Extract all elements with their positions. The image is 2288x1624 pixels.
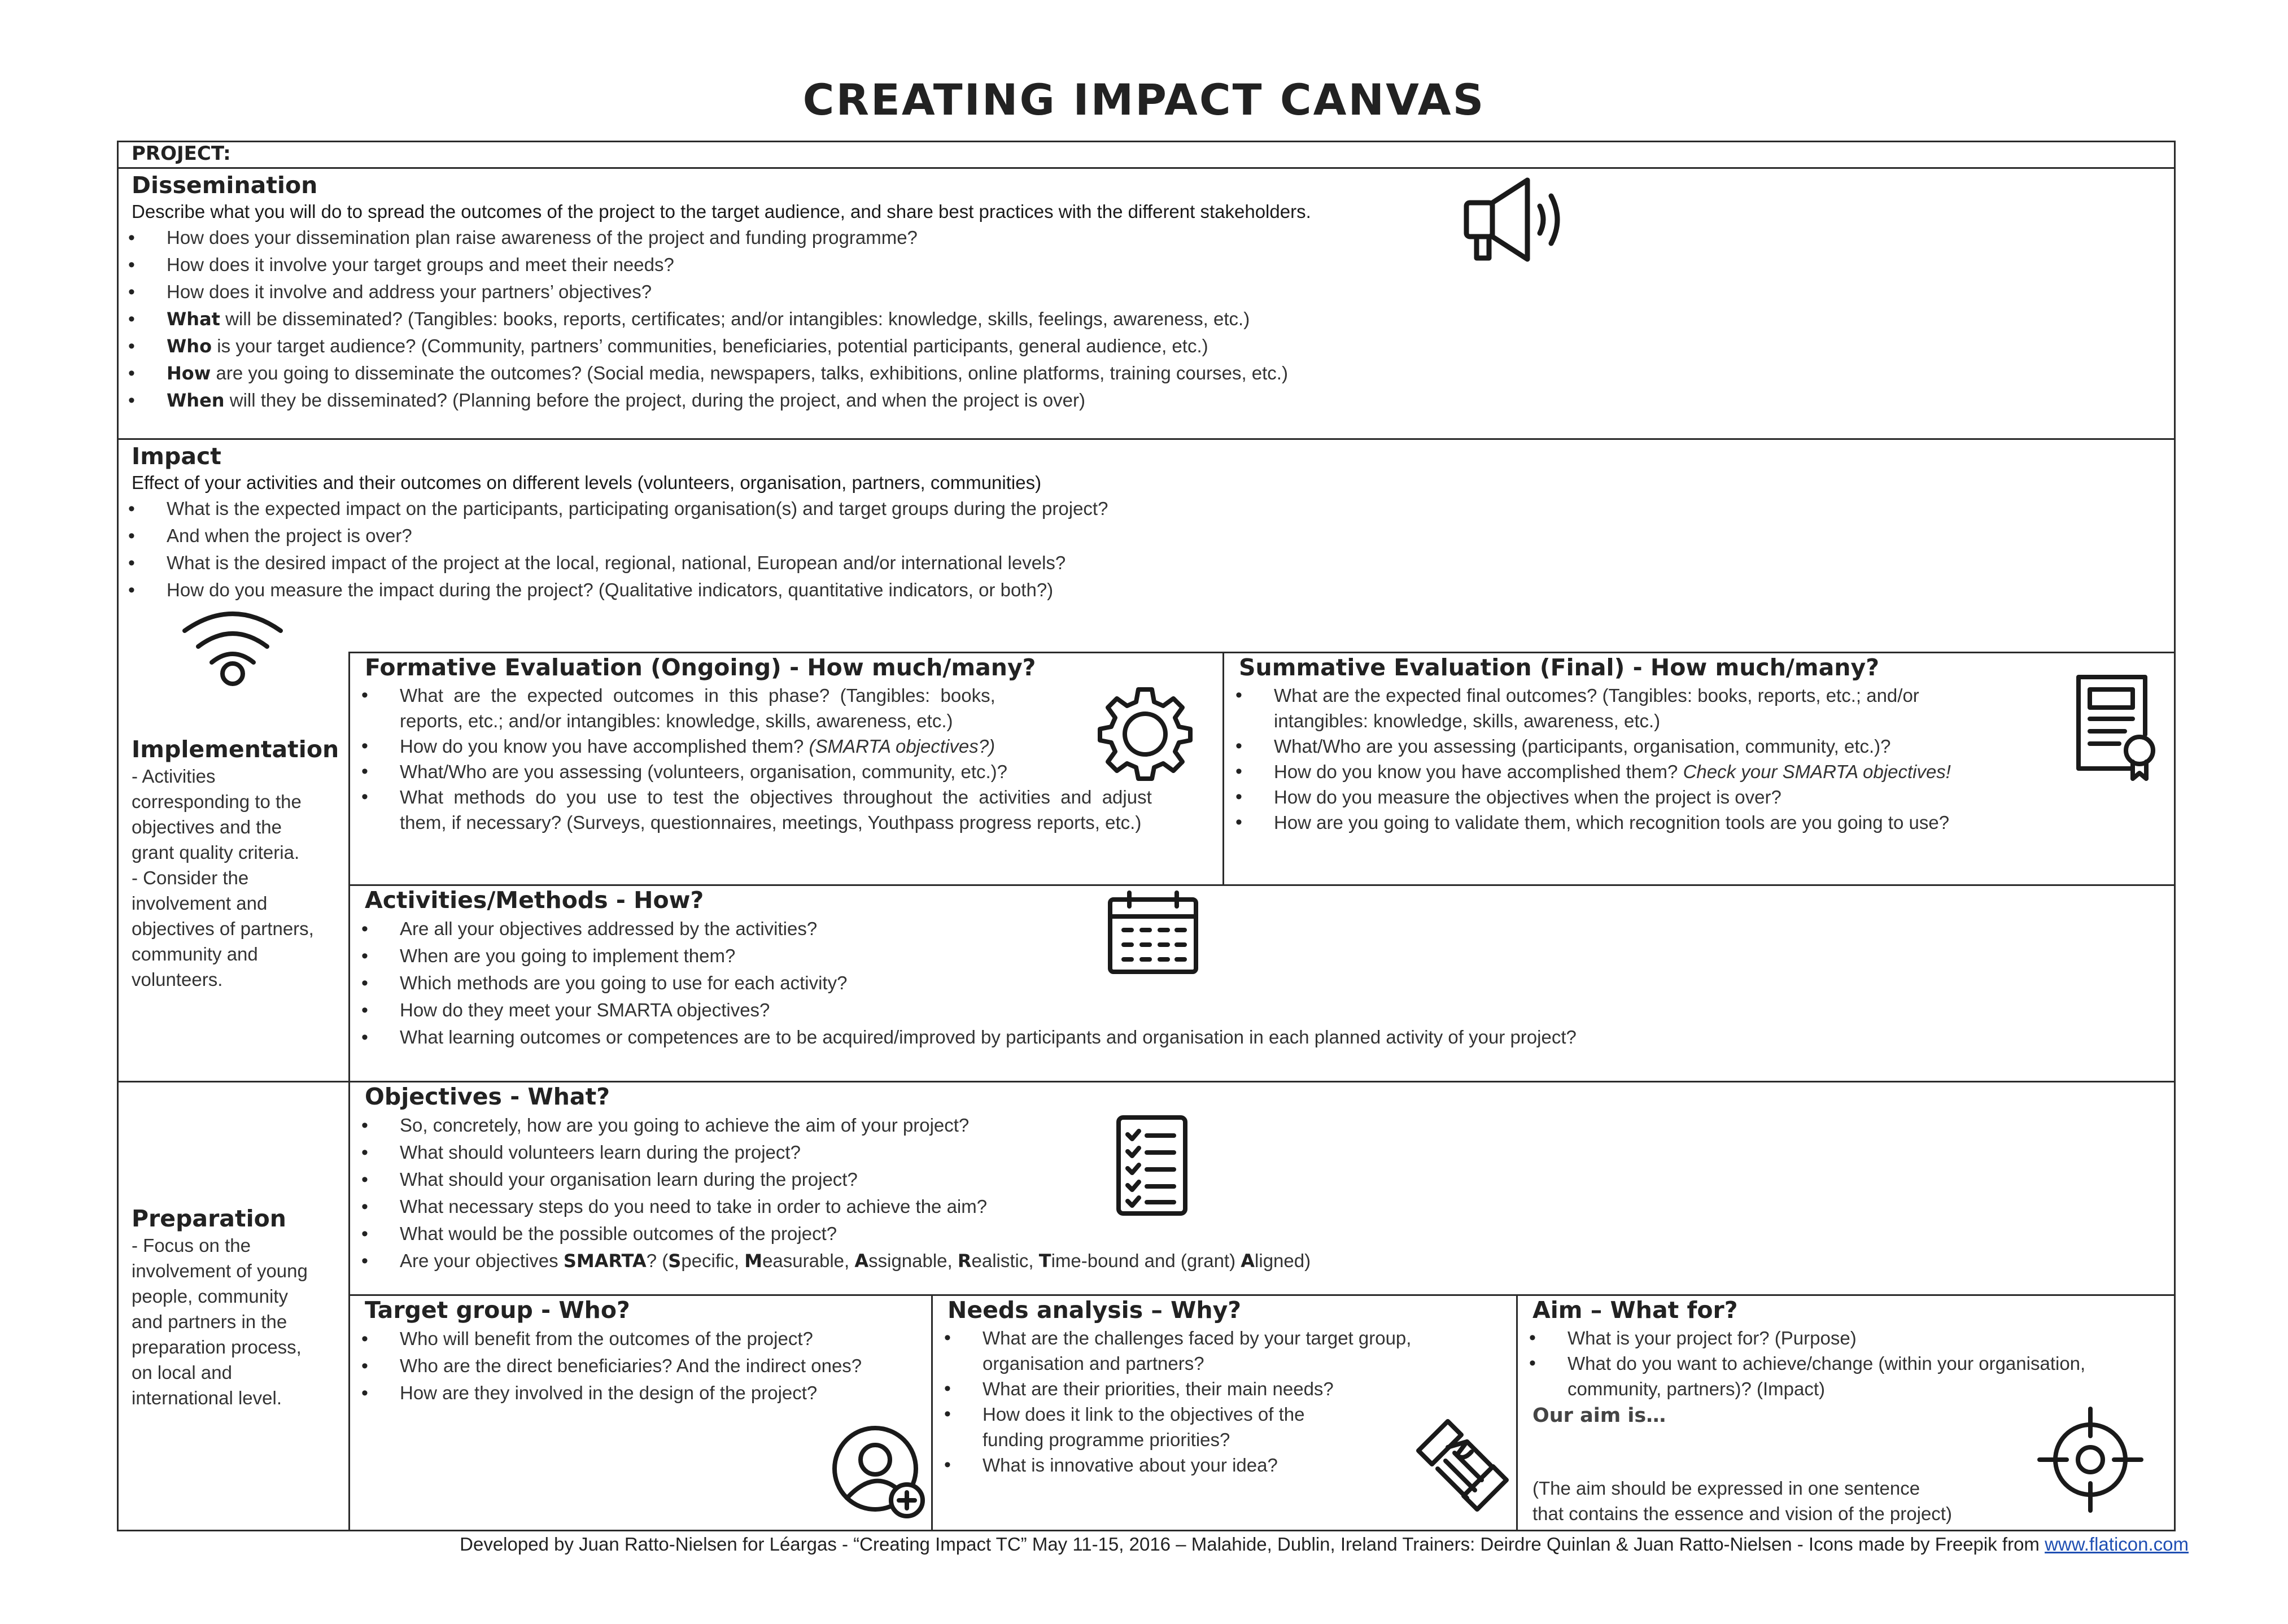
list-item <box>117 305 1311 333</box>
emphasis-word: Who <box>167 335 212 357</box>
description-line: that contains the essence and vision of the project) <box>1532 1503 1952 1524</box>
description-line: corresponding to the <box>132 791 302 812</box>
description-line: community and <box>132 944 258 964</box>
description-line: (The aim should be expressed in one sentence <box>1532 1478 1920 1499</box>
list-item: • Who are the direct beneficiaries? And the indirect ones? <box>350 1352 862 1379</box>
aim-note <box>1532 1475 1952 1526</box>
needs-list <box>933 1325 1411 1478</box>
description-line: and partners in the <box>132 1311 287 1332</box>
objective-item: • What should volunteers learn during the project? <box>350 1139 1311 1166</box>
objective-item: • What necessary steps do you need to take in order to achieve the aim? <box>350 1193 1311 1220</box>
list-item <box>1518 1325 2085 1351</box>
italic-note: (SMARTA objectives?) <box>809 736 995 757</box>
impact-list <box>117 495 1108 604</box>
target-group-section <box>348 1294 932 1531</box>
item-line: What are their priorities, their main needs? <box>983 1378 1334 1399</box>
footer-credits <box>460 1534 2189 1555</box>
megaphone-icon <box>1461 173 1568 264</box>
list-item: • How does your dissemination plan raise awareness of the project and funding programme? <box>117 224 1311 251</box>
preparation-sidebar <box>117 1081 350 1531</box>
summative-heading: Summative Evaluation (Final) - How much/many? <box>1239 654 1879 681</box>
list-item <box>117 360 1311 387</box>
description-line: objectives and the <box>132 817 282 837</box>
item-line: organisation and partners? <box>983 1353 1204 1374</box>
description-line: international level. <box>132 1387 282 1408</box>
list-item <box>933 1452 1411 1478</box>
item-line: What are the expected final outcomes? (Tangibles: books, reports, etc.; and/or <box>1274 685 1919 706</box>
item-line: What/Who are you assessing (volunteers, organisation, community, etc.)? <box>400 761 1008 782</box>
italic-note: Check your SMARTA objectives! <box>1683 761 1951 782</box>
needs-heading: Needs analysis – Why? <box>947 1296 1242 1324</box>
description-line: grant quality criteria. <box>132 842 300 863</box>
description-line: involvement and <box>132 893 268 914</box>
description-line: - Focus on the <box>132 1235 251 1256</box>
list-item: • When are you going to implement them? <box>350 942 1577 970</box>
footer-text: Developed by Juan Ratto-Nielsen for Léargas - “Creating Impact TC” May 11-15, 2016 – Malahide, Dublin, Ireland Trainers: Deirdre Quinlan & Juan Ratto-Nielsen - Icons made by Freepik from <box>460 1534 2045 1555</box>
list-item <box>1224 759 1951 784</box>
summative-evaluation-section <box>1222 652 2176 885</box>
implementation-heading: Implementation <box>132 736 339 763</box>
description-line: preparation process, <box>132 1337 302 1357</box>
description-line: - Consider the <box>132 867 249 888</box>
emphasis-word: What <box>167 308 220 330</box>
dissemination-section <box>117 167 2176 438</box>
smarta-after: ? ( <box>646 1250 669 1271</box>
calendar-icon <box>1107 890 1199 975</box>
list-item: • Who will benefit from the outcomes of the project? <box>350 1325 862 1352</box>
needs-analysis-section <box>931 1294 1517 1531</box>
dissemination-list <box>117 224 1311 414</box>
item-line: What is innovative about your idea? <box>983 1455 1278 1475</box>
objective-item: • What should your organisation learn during the project? <box>350 1166 1311 1193</box>
description-line: on local and <box>132 1362 232 1383</box>
list-item <box>350 734 1152 759</box>
activities-list <box>350 915 1577 1051</box>
item-line: What are the expected outcomes in this phase? (Tangibles: books, <box>400 685 995 706</box>
list-item: • And when the project is over? <box>117 522 1108 549</box>
list-item <box>1224 784 1951 810</box>
list-item: • Are all your objectives addressed by the activities? <box>350 915 1577 942</box>
description-line: volunteers. <box>132 969 223 990</box>
summative-list <box>1224 683 1951 835</box>
description-line: involvement of young <box>132 1260 308 1281</box>
target-group-list <box>350 1325 862 1407</box>
handshake-icon <box>1413 1416 1512 1515</box>
list-item <box>1224 810 1951 835</box>
smarta-rest: ealistic, <box>971 1250 1039 1271</box>
list-item <box>350 784 1152 835</box>
emphasis-word: How <box>167 363 211 384</box>
list-item <box>933 1325 1411 1376</box>
description-line: people, community <box>132 1286 288 1307</box>
list-item <box>350 759 1152 784</box>
target-icon <box>2037 1407 2143 1513</box>
smarta-rest: ime-bound and (grant) <box>1051 1250 1241 1271</box>
list-item: • What is the desired impact of the project at the local, regional, national, European and/or international levels? <box>117 549 1108 577</box>
flaticon-link[interactable]: www.flaticon.com <box>2045 1534 2189 1555</box>
item-line: What is your project for? (Purpose) <box>1567 1328 1857 1348</box>
smarta-rest: pecific, <box>681 1250 745 1271</box>
list-item <box>117 387 1311 414</box>
impact-heading: Impact <box>132 443 221 470</box>
activities-heading: Activities/Methods - How? <box>365 887 704 914</box>
list-item <box>1224 734 1951 759</box>
smarta-rest: ssignable, <box>868 1250 958 1271</box>
item-text: are you going to disseminate the outcomes? (Social media, newspapers, talks, exhibitions, online platforms, training courses, etc.) <box>211 363 1288 383</box>
item-text: is your target audience? (Community, partners’ communities, beneficiaries, potential participants, general audience, etc.) <box>212 335 1208 356</box>
objectives-section <box>348 1081 2176 1295</box>
list-item: • How do they meet your SMARTA objectives? <box>350 997 1577 1024</box>
gear-icon <box>1097 685 1194 782</box>
impact-description: Effect of your activities and their outcomes on different levels (volunteers, organisation, partners, communities) <box>132 472 1042 493</box>
smarta-rest: easurable, <box>762 1250 855 1271</box>
impact-section <box>117 438 2176 652</box>
activities-section <box>348 884 2176 1082</box>
project-label: PROJECT: <box>132 142 231 165</box>
list-item <box>1224 683 1951 734</box>
description-line: objectives of partners, <box>132 918 314 939</box>
item-line: funding programme priorities? <box>983 1429 1230 1450</box>
list-item: • What learning outcomes or competences are to be acquired/improved by participants and organisation in each planned activity of your project? <box>350 1024 1577 1051</box>
implementation-sidebar <box>117 652 350 1082</box>
implementation-description <box>132 763 339 992</box>
formative-heading: Formative Evaluation (Ongoing) - How much/many? <box>365 654 1036 681</box>
list-item: • How does it involve your target groups and meet their needs? <box>117 251 1311 278</box>
emphasis-word: When <box>167 390 225 411</box>
list-item <box>933 1402 1411 1452</box>
smarta-rest: ligned) <box>1255 1250 1311 1271</box>
target-group-heading: Target group - Who? <box>365 1296 630 1324</box>
aim-section <box>1516 1294 2176 1531</box>
preparation-description <box>132 1233 308 1411</box>
item-line: reports, etc.; and/or intangibles: knowledge, skills, awareness, etc.) <box>400 710 953 731</box>
add-user-icon <box>830 1424 927 1521</box>
certificate-icon <box>2074 673 2159 782</box>
smarta-letter: M <box>744 1250 763 1272</box>
description-line: - Activities <box>132 766 216 787</box>
item-line: intangibles: knowledge, skills, awareness, etc.) <box>1274 710 1661 731</box>
smarta-letter: A <box>854 1250 869 1272</box>
list-item: • Which methods are you going to use for each activity? <box>350 970 1577 997</box>
list-item <box>933 1376 1411 1402</box>
objective-item: • So, concretely, how are you going to achieve the aim of your project? <box>350 1112 1311 1139</box>
item-text: will be disseminated? (Tangibles: books, reports, certificates; and/or intangibles: knowledge, skills, feelings, awareness, etc.) <box>220 308 1250 329</box>
aim-list <box>1518 1325 2085 1402</box>
checklist-icon <box>1115 1114 1189 1217</box>
item-line: What are the challenges faced by your target group, <box>983 1328 1412 1348</box>
dissemination-description: Describe what you will do to spread the outcomes of the project to the target audience, and share best practices with the different stakeholders. <box>132 201 1311 222</box>
item-line: them, if necessary? (Surveys, questionnaires, meetings, Youthpass progress reports, etc.) <box>400 812 1142 833</box>
item-line: How do you know you have accomplished them? <box>400 736 809 757</box>
smarta-letter: T <box>1038 1250 1051 1272</box>
aim-heading: Aim – What for? <box>1532 1296 1738 1324</box>
item-text: will they be disseminated? (Planning before the project, during the project, and when the project is over) <box>224 390 1085 411</box>
formative-list <box>350 683 1152 835</box>
item-line: How does it link to the objectives of the <box>983 1404 1305 1425</box>
list-item: • How do you measure the impact during the project? (Qualitative indicators, quantitative indicators, or both?) <box>117 577 1108 604</box>
list-item <box>1518 1351 2085 1402</box>
item-line: What methods do you use to test the objectives throughout the activities and adjust <box>400 787 1152 807</box>
item-line: How do you measure the objectives when the project is over? <box>1274 787 1782 807</box>
smarta-letter: R <box>957 1250 972 1272</box>
item-line: What/Who are you assessing (participants, organisation, community, etc.)? <box>1274 736 1891 757</box>
objectives-heading: Objectives - What? <box>365 1083 610 1110</box>
preparation-heading: Preparation <box>132 1205 286 1232</box>
list-item <box>350 683 1152 734</box>
smarta-letter: A <box>1241 1250 1255 1272</box>
item-line: How do you know you have accomplished them? <box>1274 761 1683 782</box>
page-title: CREATING IMPACT CANVAS <box>802 75 1486 125</box>
our-aim-label: Our aim is… <box>1532 1404 1666 1427</box>
item-line: How are you going to validate them, which recognition tools are you going to use? <box>1274 812 1950 833</box>
list-item: • How does it involve and address your partners’ objectives? <box>117 278 1311 305</box>
objective-item: • What would be the possible outcomes of the project? <box>350 1220 1311 1247</box>
dissemination-heading: Dissemination <box>132 172 318 199</box>
smarta-letter: S <box>668 1250 682 1272</box>
list-item: • What is the expected impact on the participants, participating organisation(s) and target groups during the project? <box>117 495 1108 522</box>
smarta-word: SMARTA <box>563 1250 647 1272</box>
objective-smarta-item <box>350 1247 1311 1274</box>
item-line: community, partners)? (Impact) <box>1567 1378 1826 1399</box>
list-item: • How are they involved in the design of the project? <box>350 1379 862 1407</box>
project-row <box>117 141 2176 168</box>
item-line: What do you want to achieve/change (within your organisation, <box>1567 1353 2086 1374</box>
formative-evaluation-section <box>348 652 1224 885</box>
list-item <box>117 333 1311 360</box>
smarta-prefix: Are your objectives <box>400 1250 564 1271</box>
